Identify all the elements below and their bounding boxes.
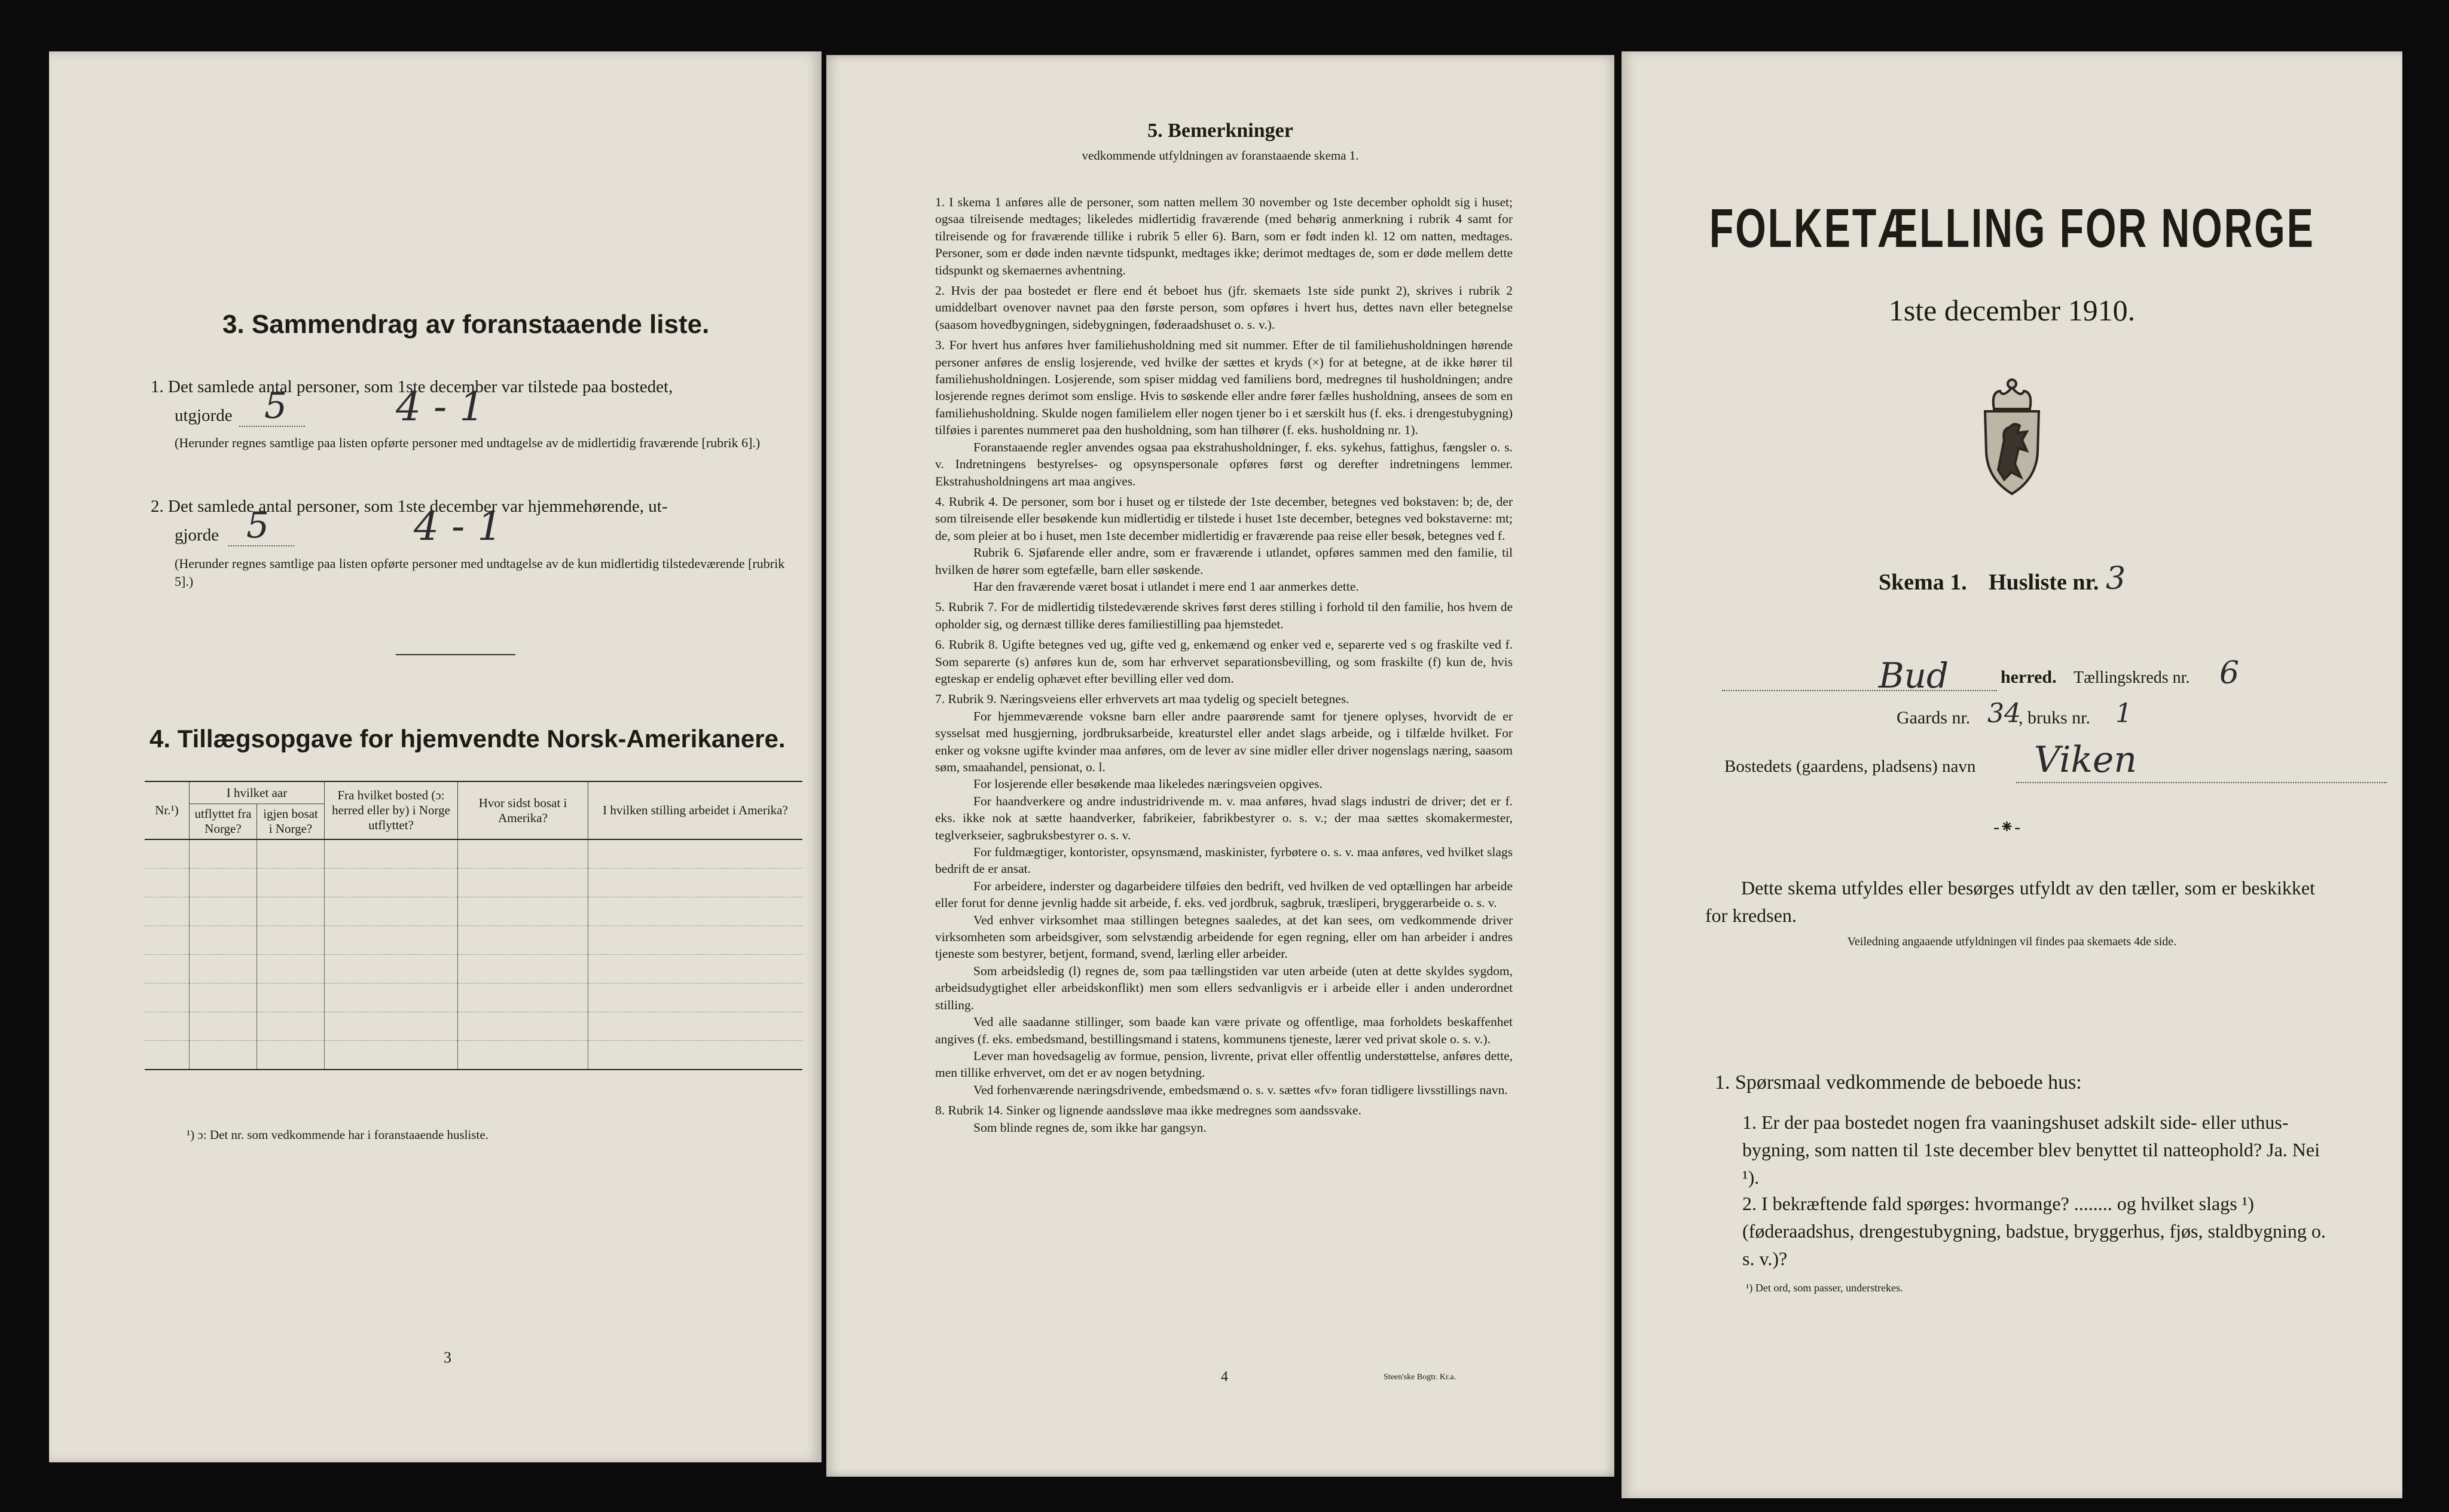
item2-gjorde-label: gjorde	[175, 526, 219, 545]
page-number: 4	[1221, 1369, 1228, 1385]
remark-7g: Ved enhver virksomhet maa stillingen betegnes saaledes, at det kan sees, om vedkommende driver virksomheten som arbeidsgiver, som selvstændig arbeidende for egen regning, eller om han arbeider i andres tjeneste som bestyrer, betjent, formand, svend, lærling eller arbeider.	[935, 912, 1513, 961]
question-1: 1. Er der paa bostedet nogen fra vaaningshuset adskilt side- eller uthus-bygning, som natten til 1ste december blev benyttet til natteophold? Ja. Nei ¹).	[1742, 1111, 2320, 1188]
item2-note: (Herunder regnes samtlige paa listen opførte personer med undtagelse av de kun midlertidig tilstedeværende [rubrik 5].)	[175, 556, 785, 589]
section-1-heading: 1. Spørsmaal vedkommende de beboede hus:	[1715, 1071, 2082, 1093]
summary-item-1: 1. Det samlede antal personer, som 1ste december var tilstede paa bostedet,	[151, 377, 673, 396]
table-row	[145, 955, 802, 983]
herred-dotted-line	[1722, 690, 1997, 691]
bosted-name: Viken	[2034, 739, 2137, 781]
item1-handwritten-split: 4 - 1	[396, 384, 485, 430]
col-emigrated-header: utflyttet fra Norge?	[190, 804, 257, 840]
left-page	[49, 51, 822, 1462]
remark-6: 6. Rubrik 8. Ugifte betegnes ved ug, gifte ved g, enkemænd og enker ved e, separerte ved s og fraskilte ved f. Som separerte (s) anføres kun de, som har erhvervet separationsbevilling, og som fraskilte (f) kun de, hvis egteskap er endelig ophævet efter bevilling eller ved dom.	[935, 637, 1513, 686]
col-nr-header: Nr.¹)	[145, 781, 190, 839]
kreds-number: 6	[2219, 655, 2240, 691]
remark-8: 8. Rubrik 14. Sinker og lignende aandssløve maa ikke medregnes som aandssvake.	[935, 1103, 1361, 1118]
table-row	[145, 926, 802, 955]
kreds-label: Tællingskreds nr.	[2074, 668, 2190, 687]
remark-7b: For hjemmeværende voksne barn eller andre paarørende samt for tjenere oplyses, hvorvidt de er sysselsat med husgjerning, jordbruksarbeide, kreaturstel eller andet slags arbeide, og i tilfælde hvilket. For enker og voksne ugifte kvinder maa anføres, om de lever av sine midler eller driver nogenslags næring, saasom søm, smaahandel, pensionat, o. l.	[935, 708, 1513, 774]
bosted-label: Bostedets (gaardens, pladsens) navn	[1724, 757, 1976, 776]
remark-2: 2. Hvis der paa bostedet er flere end ét beboet hus (jfr. skemaets 1ste side punkt 2), skrives i rubrik 2 umiddelbart ovenover navnet paa den første person, som opføres i hvert hus, dettes navn eller betegnelse (saasom hovedbygningen, sidebygningen, føderaadshuset o. s. v.).	[935, 283, 1513, 332]
right-page	[1622, 51, 2402, 1498]
question-2: 2. I bekræftende fald spørges: hvormange? ........ og hvilket slags ¹) (føderaadshus, drengestubygning, badstue, bryggerhus, fjøs, staldbygning o. s. v.)?	[1742, 1193, 2326, 1269]
remark-7: 7. Rubrik 9. Næringsveiens eller erhvervets art maa tydelig og specielt betegnes.	[935, 692, 1349, 707]
remark-5: 5. Rubrik 7. For de midlertidig tilstedeværende skrives først deres stilling i forhold til den familie, hos hvem de opholder sig, og dernæst tillike deres familiestilling paa hjemstedet.	[935, 600, 1513, 631]
remarks-heading: 5. Bemerkninger	[1147, 120, 1293, 142]
col-last-america-header: Hvor sidst bosat i Amerika?	[458, 781, 588, 839]
remark-7c: For losjerende eller besøkende maa likeledes næringsveien opgives.	[973, 777, 1323, 792]
census-date: 1ste december 1910.	[1888, 294, 2136, 327]
herred-label: herred.	[2001, 667, 2057, 687]
remark-7k: Ved forhenværende næringsdrivende, embedsmænd o. s. v. sættes «fv» foran tidligere livsstillings navn.	[973, 1082, 1508, 1097]
table-row	[145, 839, 802, 869]
remark-1: 1. I skema 1 anføres alle de personer, som natten mellem 30 november og 1ste december opholdt sig i huset; ogsaa tilreisende medtages; likeledes midlertidig fraværende (med behørig anmerkning i rubrik 4 samt for tilreisende og for fraværende tillike i rubrik 5 eller 6). Barn, som er født inden kl. 12 om natten, medtages. Personer, som er døde inden nævnte tidspunkt, medtages ikke; derimot medtages de, som er døde mellem dette tidspunkt og skemaernes avhentning.	[935, 195, 1513, 277]
title-wrap	[1622, 197, 2402, 260]
husliste-number: 3	[2106, 561, 2126, 597]
remark-7f: For arbeidere, inderster og dagarbeidere tilføies den bedrift, ved hvilken de ved optællingen har arbeide eller forut for denne jevnlig hadde sit arbeide, f. eks. ved jordbruk, sagbruk, træsliperi, bryggerarbeide o. s. v.	[935, 878, 1513, 911]
remarks-body	[935, 194, 1513, 1136]
remarks-subheading: vedkommende utfyldningen av foranstaaende skema 1.	[1082, 148, 1359, 163]
remark-7e: For fuldmægtiger, kontorister, opsynsmænd, maskinister, fyrbøtere o. s. v. maa anføres, ved hvilket slags bedrift de er ansat.	[935, 845, 1513, 876]
table-row	[145, 897, 802, 926]
item1-handwritten-count: 5	[264, 385, 288, 427]
gaards-label: Gaards nr.	[1897, 708, 1971, 728]
col-returned-header: igjen bosat i Norge?	[257, 804, 325, 840]
item2-handwritten-split: 4 - 1	[414, 503, 503, 549]
remark-7i: Ved alle saadanne stillinger, som baade kan være private og offentlige, maa forholdets beskaffenhet angives (f. eks. embedsmand, bestillingsmand i statens, kommunens tjeneste, lærer ved privat skole o. s. v.).	[935, 1015, 1513, 1046]
remark-7j: Lever man hovedsagelig av formue, pension, livrente, privat eller offentlig understøttelse, anføres dette, men tillike erhvervet, om det er av nogen betydning.	[935, 1048, 1513, 1080]
item1-utgjorde-label: utgjorde	[175, 406, 233, 425]
ornament-icon: -⁕-	[1993, 817, 2021, 837]
remark-7d: For haandverkere og andre industridrivende m. v. maa anføres, hvad slags industri de driver; det er f. eks. ikke nok at sætte haandverker, fabrikeier, fabrikbestyrer o. s. v.; der maa sættes skomakermester, teglverkseier, sagbruksbestyrer o. s. v.	[935, 793, 1513, 842]
col-from-where-header: Fra hvilket bosted (ɔ: herred eller by) i Norge utflyttet?	[325, 781, 458, 839]
herred-name: Bud	[1879, 655, 1949, 696]
guidance-text: Veiledning angaaende utfyldningen vil findes paa skemaets 4de side.	[1847, 935, 2177, 948]
col-year-group-header: I hvilket aar	[190, 781, 325, 804]
form-title: FOLKETÆLLING FOR NORGE	[1709, 198, 2315, 259]
bosted-dotted-line	[2016, 782, 2387, 783]
item2-handwritten-count: 5	[246, 505, 270, 546]
summary-item-2: 2. Det samlede antal personer, som 1ste december var hjemmehørende, ut-	[151, 497, 668, 516]
instruction-text: Dette skema utfyldes eller besørges utfyldt av den tæller, som er beskikket for kredsen.	[1705, 877, 2315, 926]
table-body	[145, 839, 802, 1070]
table-row	[145, 869, 802, 897]
norsk-amerikanere-table	[145, 781, 802, 1070]
bruks-label: , bruks nr.	[2019, 708, 2090, 728]
item2-dotted-line	[228, 545, 294, 546]
table-footnote: ¹) ɔ: Det nr. som vedkommende har i foranstaaende husliste.	[187, 1128, 488, 1142]
table-row	[145, 983, 802, 1012]
remark-4: 4. Rubrik 4. De personer, som bor i huset og er tilstede der 1ste december, betegnes ved bokstaven: b; de, der som tilreisende eller besøkende kun midlertidig er tilstede i huset 1ste december, betegnes ved bokstaverne: mt; de, som pleier at bo i huset, men 1ste december midlertidig er fraværende paa reise eller besøk, betegnes ved f.	[935, 494, 1513, 543]
table-row	[145, 1012, 802, 1041]
divider	[396, 654, 515, 655]
coat-of-arms-icon	[1967, 374, 2057, 503]
section-4-heading: 4. Tillægsopgave for hjemvendte Norsk-Amerikanere.	[149, 725, 786, 753]
printer-imprint: Steen'ske Bogtr. Kr.a.	[1384, 1373, 1456, 1382]
remark-3b: Foranstaaende regler anvendes ogsaa paa ekstrahusholdninger, f. eks. sykehus, fattighus, fængsler o. s. v. Indretningens bestyrelses- og opsynspersonale opføres først og derefter indretningens lemmer. Ekstrahusholdningens art maa angives.	[935, 439, 1513, 488]
remark-7h: Som arbeidsledig (l) regnes de, som paa tællingstiden var uten arbeide (uten at dette skyldes sygdom, arbeidsudygtighet eller arbeidskonflikt) men som ellers sedvanligvis er i arbeide eller i anden underordnet stilling.	[935, 963, 1513, 1012]
gaards-number: 34	[1987, 698, 2021, 729]
skema-label: Skema 1.	[1879, 570, 1967, 595]
remark-4b: Rubrik 6. Sjøfarende eller andre, som er fraværende i utlandet, opføres sammen med den familie, til hvilken de hører som egtefælle, barn eller søskende.	[935, 545, 1513, 577]
item1-dotted-line	[239, 426, 305, 427]
page3-footnote: ¹) Det ord, som passer, understrekes.	[1746, 1282, 1903, 1294]
remark-4c: Har den fraværende været bosat i utlandet i mere end 1 aar anmerkes dette.	[973, 579, 1359, 594]
middle-page	[826, 55, 1614, 1477]
remark-3: 3. For hvert hus anføres hver familiehusholdning med sit nummer. Efter de til familiehusholdningen hørende personer anføres de enslig losjerende, ved hvilke der sættes et kryds (×) for at betegne, at de ikke hører til familiehusholdningen. Losjerende, som spiser middag ved familiens bord, medregnes til husholdningen; andre losjerende regnes derimot som enslige. Hvis to søskende eller andre fører fælles husholdning, ansees de som en familiehusholdning. Skulde nogen familielem eller nogen tjener bo i et særskilt hus (f. eks. i drengestubygning) tilføies i parentes nummeret paa den husholdning, som han tilhører (f. eks. husholdning nr. 1).	[935, 338, 1513, 438]
remark-8b: Som blinde regnes de, som ikke har gangsyn.	[973, 1120, 1207, 1135]
section-3-heading: 3. Sammendrag av foranstaaende liste.	[222, 310, 710, 339]
bruks-number: 1	[2115, 698, 2132, 729]
page-number: 3	[444, 1349, 451, 1366]
item1-note: (Herunder regnes samtlige paa listen opførte personer med undtagelse av de midlertidig fraværende [rubrik 6].)	[175, 435, 761, 450]
table-row	[145, 1041, 802, 1070]
husliste-label: Husliste nr.	[1989, 570, 2099, 595]
col-occupation-header: I hvilken stilling arbeidet i Amerika?	[588, 781, 803, 839]
